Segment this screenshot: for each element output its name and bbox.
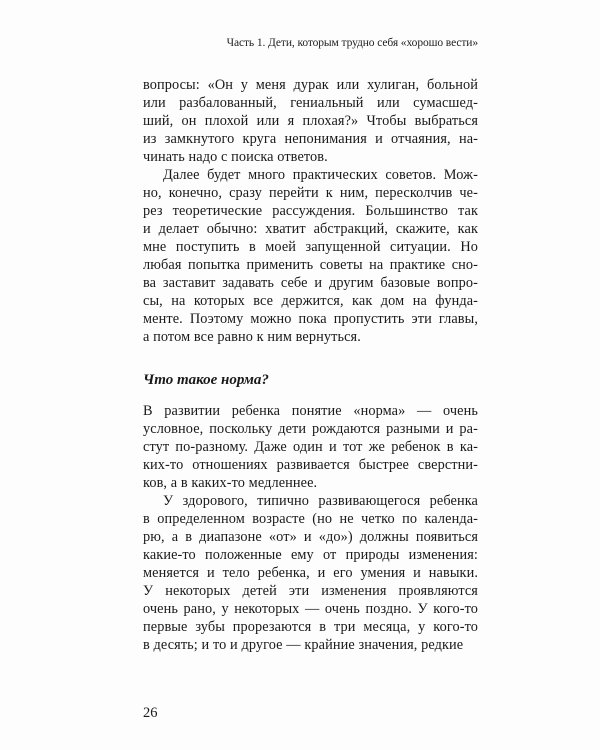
page-number: 26 xyxy=(143,705,158,721)
text-line: У некоторых детей эти изменения проявляются xyxy=(143,583,478,599)
paragraph xyxy=(143,76,478,166)
text-line: мне поступить в моей запущенной ситуации. Но xyxy=(143,239,478,255)
running-header: Часть 1. Дети, которым трудно себя «хорошо вести» xyxy=(226,37,478,49)
text-line: В развитии ребенка понятие «норма» — очень xyxy=(143,403,478,419)
text-line: У здорового, типично развивающегося ребенка xyxy=(163,493,478,509)
text-line: очень рано, у некоторых — очень поздно. У кого-то xyxy=(143,601,478,617)
text-line: или разбалованный, гениальный или сумасшед- xyxy=(143,95,478,111)
text-line: но, конечно, сразу перейти к ним, пересколчив че- xyxy=(143,185,478,201)
text-line: стут по-разному. Даже один и тот же ребенок в ка- xyxy=(143,439,478,455)
text-line: чинать надо с поиска ответов. xyxy=(143,149,328,165)
text-line: ких-то отношениях развивается быстрее сверстни- xyxy=(143,457,478,473)
text-block-2 xyxy=(143,402,478,654)
text-line: вопросы: «Он у меня дурак или хулиган, больной xyxy=(143,77,478,93)
text-line: первые зубы прорезаются в три месяца, у кого-то xyxy=(143,619,478,635)
text-line: рю, а в диапазоне «от» и «до») должны появиться xyxy=(143,529,478,545)
text-line: сы, на которых все держится, как дом на фунда- xyxy=(143,293,478,309)
section-heading: Что такое норма? xyxy=(143,372,269,388)
text-line: меняется и тело ребенка, и его умения и навыки. xyxy=(143,565,478,581)
text-line: условное, поскольку дети рождаются разными и ра- xyxy=(143,421,478,437)
text-line: ва заставит задавать себе и другим базовые вопро- xyxy=(143,275,478,291)
text-line: какие-то положенные ему от природы изменения: xyxy=(143,547,478,563)
text-line: любая попытка применить советы на практике сно- xyxy=(143,257,478,273)
text-line: в определенном возрасте (но не четко по календа- xyxy=(143,511,478,527)
text-line: в десять; и то и другое — крайние значения, редкие xyxy=(143,637,464,653)
text-line: рез теоретические рассуждения. Большинство так xyxy=(143,203,478,219)
text-line: Далее будет много практических советов. Мож- xyxy=(163,167,478,183)
paragraph xyxy=(143,492,478,654)
text-line: ший, он плохой или я плохая?» Чтобы выбраться xyxy=(143,113,478,129)
text-line: а потом все равно к ним вернуться. xyxy=(143,329,361,345)
text-line: и делает обычно: хватит абстракций, скажите, как xyxy=(143,221,478,237)
text-line: из замкнутого круга непонимания и отчаяния, на- xyxy=(143,131,478,147)
text-block-1 xyxy=(143,76,478,346)
text-line: менте. Поэтому можно пока пропустить эти главы, xyxy=(143,311,478,327)
paragraph xyxy=(143,166,478,346)
paragraph xyxy=(143,402,478,492)
text-line: ков, а в каких-то медленнее. xyxy=(143,475,318,491)
